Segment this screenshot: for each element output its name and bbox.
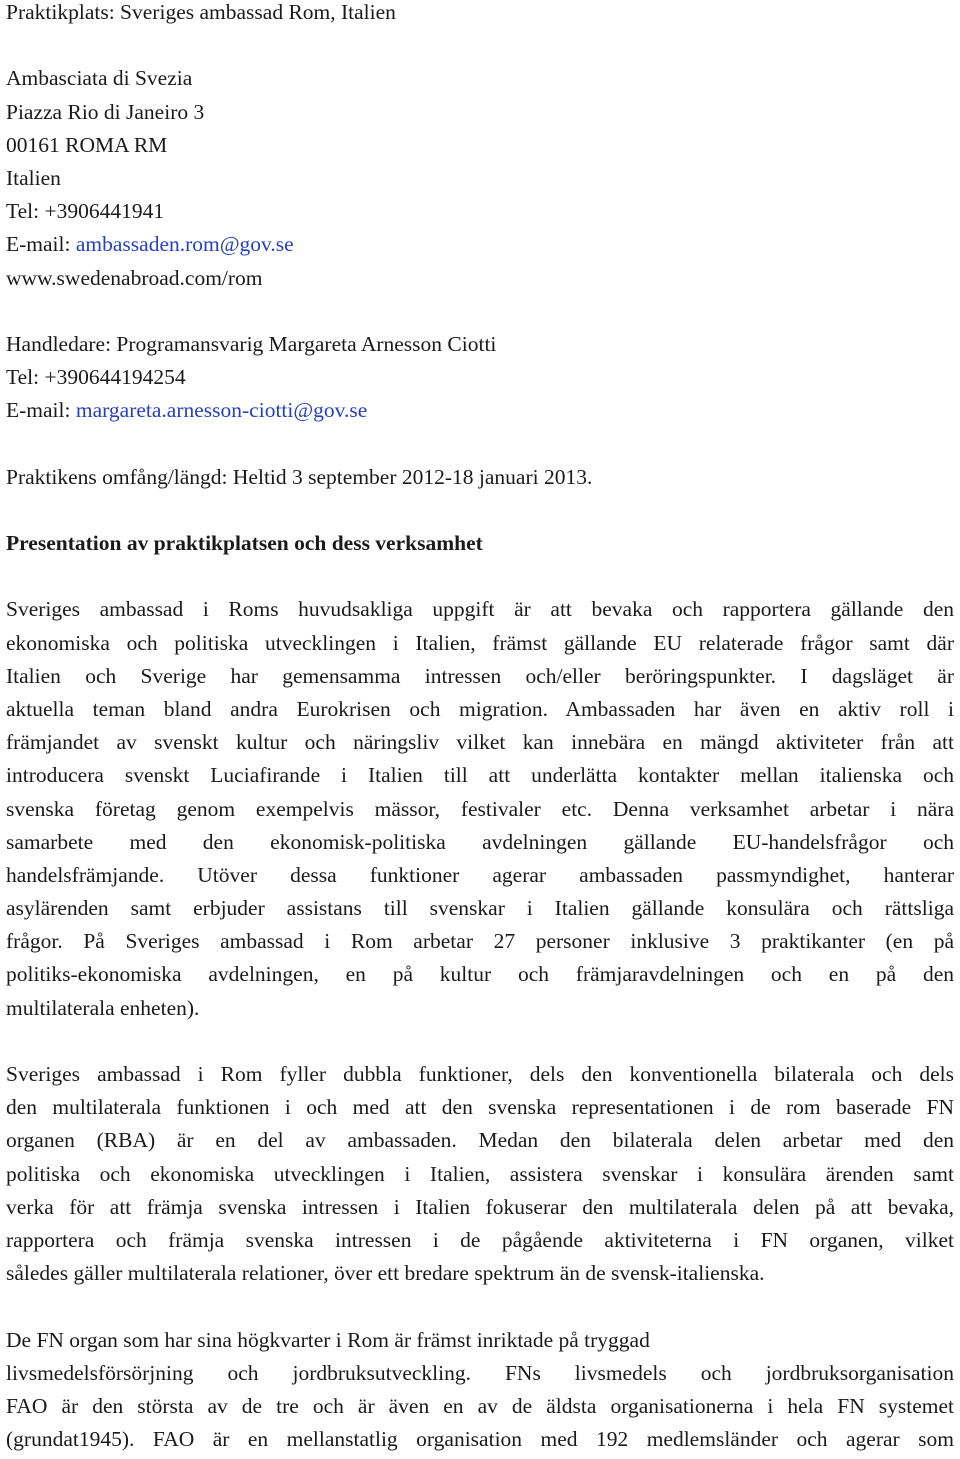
embassy-street: Piazza Rio di Janeiro 3	[6, 99, 205, 124]
spacer	[6, 494, 954, 527]
embassy-tel: Tel: +3906441941	[6, 199, 165, 224]
spacer	[6, 427, 954, 460]
paragraph-line: politiks-ekonomiska avdelningen, en på kultur och främjaravdelningen och en på den	[6, 962, 954, 987]
paragraph-line: svenska företag genom exempelvis mässor, festivaler etc. Denna verksamhet arbetar i nära	[6, 796, 954, 821]
spacer	[6, 560, 954, 593]
paragraph-line: livsmedelsförsörjning och jordbruksutveckling. FNs livsmedels och jordbruksorganisation	[6, 1360, 954, 1385]
supervisor-email-label: E-mail:	[6, 398, 76, 423]
paragraph-line: introducera svenskt Luciafirande i Italien till att underlätta kontakter mellan italienska och	[6, 763, 954, 788]
embassy-email-label: E-mail:	[6, 232, 76, 257]
spacer	[6, 29, 954, 62]
paragraph-line: politiska och ekonomiska utvecklingen i Italien, assistera svenskar i konsulära ärenden samt	[6, 1161, 954, 1186]
paragraph-3	[6, 1324, 954, 1457]
paragraph-line: främjandet av svenskt kultur och näringsliv vilket kan innebära en mängd aktiviteter från att	[6, 730, 954, 755]
supervisor-tel: Tel: +390644194254	[6, 365, 186, 390]
embassy-address	[6, 62, 954, 294]
paragraph-line: ekonomiska och politiska utvecklingen i Italien, främst gällande EU relaterade frågor samt där	[6, 630, 954, 655]
paragraph-line: (grundat1945). FAO är en mellanstatlig organisation med 192 medlemsländer och agerar som	[6, 1427, 954, 1452]
supervisor-email-link[interactable]: margareta.arnesson-ciotti@gov.se	[75, 398, 368, 423]
supervisor-block	[6, 328, 954, 428]
spacer	[6, 1025, 954, 1058]
spacer	[6, 295, 954, 328]
embassy-postal: 00161 ROMA RM	[6, 132, 168, 157]
paragraph-line: Sveriges ambassad i Rom fyller dubbla funktioner, dels den konventionella bilaterala och dels	[6, 1062, 954, 1086]
supervisor-email-row	[6, 394, 954, 427]
paragraph-2	[6, 1058, 954, 1290]
embassy-website-row	[6, 262, 954, 295]
paragraph-line: aktuella teman bland andra Eurokrisen och migration. Ambassaden har även en aktiv roll i	[6, 696, 954, 721]
paragraph-line: handelsfrämjande. Utöver dessa funktioner agerar ambassaden passmyndighet, hanterar	[6, 862, 954, 887]
paragraph-line: organen (RBA) är en del av ambassaden. Medan den bilaterala delen arbetar med den	[6, 1128, 954, 1153]
paragraph-line: frågor. På Sveriges ambassad i Rom arbetar 27 personer inklusive 3 praktikanter (en på	[6, 929, 954, 954]
paragraph-line: multilaterala enheten).	[6, 995, 200, 1020]
paragraph-line: asylärenden samt erbjuder assistans till svenskar i Italien gällande konsulära och rättsliga	[6, 896, 954, 921]
paragraph-1	[6, 593, 954, 1024]
paragraph-line: verka för att främja svenska intressen i Italien fokuserar den multilaterala delen på att bevaka,	[6, 1194, 954, 1219]
paragraph-line: FAO är den största av de tre och är även en av de äldsta organisationerna i hela FN systemet	[6, 1393, 954, 1418]
paragraph-line: rapportera och främja svenska intressen i de pågående aktiviteterna i FN organen, vilket	[6, 1227, 954, 1252]
supervisor-name: Handledare: Programansvarig Margareta Arnesson Ciotti	[6, 331, 497, 356]
paragraph-line: Italien och Sverige har gemensamma intressen och/eller beröringspunkter. I dagsläget är	[6, 663, 954, 688]
paragraph-line: den multilaterala funktionen i och med att den svenska representationen i de rom baserade FN	[6, 1095, 954, 1120]
embassy-email-row	[6, 228, 954, 261]
paragraph-line: De FN organ som har sina högkvarter i Rom är främst inriktade på tryggad	[6, 1327, 650, 1352]
embassy-email-link[interactable]: ambassaden.rom@gov.se	[75, 232, 294, 257]
page-title: Praktikplats: Sveriges ambassad Rom, Italien	[6, 0, 396, 24]
internship-scope: Praktikens omfång/längd: Heltid 3 september 2012-18 januari 2013.	[6, 464, 593, 489]
spacer	[6, 1290, 954, 1323]
embassy-name: Ambasciata di Svezia	[6, 66, 193, 91]
embassy-country: Italien	[6, 165, 61, 190]
section-heading: Presentation av praktikplatsen och dess verksamhet	[6, 531, 483, 555]
paragraph-line: samarbete med den ekonomisk-politiska avdelningen gällande EU-handelsfrågor och	[6, 829, 954, 854]
paragraph-line: således gäller multilaterala relationer, över ett bredare spektrum än de svensk-italienska.	[6, 1261, 765, 1286]
embassy-website[interactable]: www.swedenabroad.com/rom	[6, 265, 263, 290]
paragraph-line: Sveriges ambassad i Roms huvudsakliga uppgift är att bevaka och rapportera gällande den	[6, 597, 954, 622]
